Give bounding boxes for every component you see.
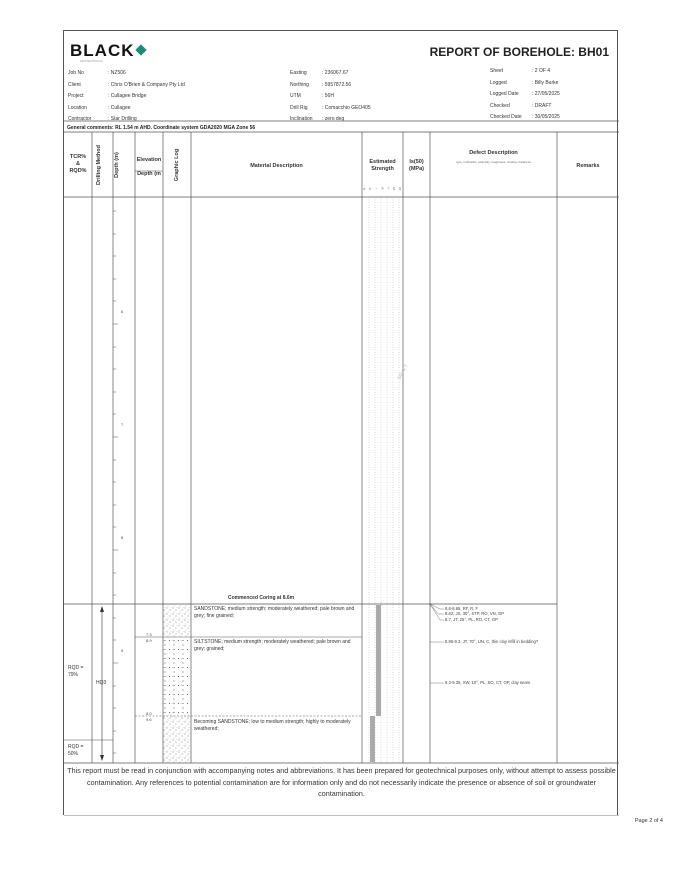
elevation-header: Elevation bbox=[136, 157, 162, 163]
draft-watermark: DRAFT bbox=[396, 363, 411, 381]
elevation-depth-header: Depth (m bbox=[137, 171, 161, 177]
layer-description: Becoming SANDSTONE; low to medium strength; highly to moderately weathered; bbox=[194, 719, 351, 732]
info-mid: Easting : 236067.67 Northing : 5957872.56 UTM : 56H Drill Rig : Comacchio GEO405 Inclination : zero deg bbox=[290, 70, 371, 122]
info-right: Sheet : 2 OF 4 Logged : Billy Burke Logged Date : 27/05/2025 Checked : DRAFT Checked Date : 30/05/2025 bbox=[490, 68, 560, 120]
strength-tick: H bbox=[387, 187, 391, 190]
defect-item: 8.95-9.3, JT, 70°, UN, C, thin clay infill in bedding? bbox=[445, 639, 539, 644]
material-description-header: Material Description bbox=[250, 163, 303, 169]
remarks-header: Remarks bbox=[576, 163, 600, 169]
depth-value: 8.9 bbox=[146, 638, 152, 643]
logo-subtitle: GEOTECHNICAL bbox=[80, 60, 104, 63]
elevation-value: 8.0 bbox=[146, 711, 152, 716]
rqd-value: RQD = 50% bbox=[68, 744, 84, 757]
defect-item: 8.62, JS, 30°, STP, RO, VN, GP bbox=[445, 611, 505, 616]
graphic-log-header: Graphic Log bbox=[174, 148, 180, 182]
depth-mark: 8 bbox=[121, 535, 124, 540]
layer-description: SILTSTONE; medium strength; moderately weathered; pale brown and grey; grained; bbox=[194, 639, 351, 652]
company-logo: BLACK bbox=[70, 41, 145, 61]
defect-description-header: Defect Description bbox=[469, 150, 518, 156]
estimated-strength-header: Estimated Strength bbox=[369, 159, 396, 172]
strength-scale bbox=[362, 183, 403, 195]
report-title: REPORT OF BOREHOLE: BH01 bbox=[429, 45, 609, 59]
depth-value: 9.6 bbox=[146, 717, 152, 722]
strength-tick: L bbox=[375, 187, 379, 190]
defect-item: 9.3-9.35, XW, 10°, PL, SO, CT, OP, clay seam bbox=[445, 680, 531, 685]
elevation-value: 7.3 bbox=[146, 632, 152, 637]
info-left: Job No : NZ506 Client : Chris O'Brien & Company Pty Ltd Project : Cullagee Bridge Location : Cullagee Contractor : Star Drilling bbox=[68, 70, 185, 122]
drilling-method-value: HQ3 bbox=[96, 680, 107, 686]
strength-tick: EH bbox=[399, 186, 403, 191]
depth-mark: 6 bbox=[121, 309, 124, 314]
tcr-rqd-header: TCR% & RQD% bbox=[69, 154, 87, 174]
page-number: Page 2 of 4 bbox=[634, 818, 663, 824]
defect-description-subtitle: type, inclination, planarity, roughness, coating, thickness bbox=[456, 160, 531, 164]
strength-tick: VL bbox=[369, 186, 373, 191]
disclaimer-note: This report must be read in conjunction with accompanying notes and abbreviations. It has been prepared for geotechnical purposes only, without attempt to assess possible contamination. Any references to potential contamination are for information only and do not necessarily indicate the presence or absence of soil or groundwater contamination. bbox=[67, 766, 616, 798]
defect-item: 8.6-8.65, RF, R, F bbox=[445, 606, 479, 611]
strength-tick: M bbox=[381, 187, 385, 190]
borehole-grid bbox=[64, 31, 619, 816]
drilling-method-header: Drilling Method bbox=[96, 144, 102, 186]
is50-header: Is(50) (MPa) bbox=[409, 159, 424, 172]
rqd-value: RQD = 79% bbox=[68, 665, 84, 678]
depth-mark: 7 bbox=[121, 422, 124, 427]
strength-tick: VH bbox=[393, 186, 397, 191]
general-comments: General comments: RL 1.54 m AHD. Coordinate system GDA2020 MGA Zone 56 bbox=[67, 125, 256, 131]
commenced-coring-label: Commenced Coring at 8.6m bbox=[228, 595, 295, 601]
depth-mark: 9 bbox=[121, 648, 124, 653]
depth-header: Depth (m) bbox=[114, 152, 120, 178]
borehole-report-sheet bbox=[63, 30, 618, 815]
layer-description: SANDSTONE; medium strength; moderately weathered; pale brown and grey; fine grained; bbox=[194, 606, 355, 619]
strength-tick: EL bbox=[363, 186, 367, 191]
defect-item: 8.7, JT, 25°, PL, RO, CT, GP bbox=[445, 617, 498, 622]
